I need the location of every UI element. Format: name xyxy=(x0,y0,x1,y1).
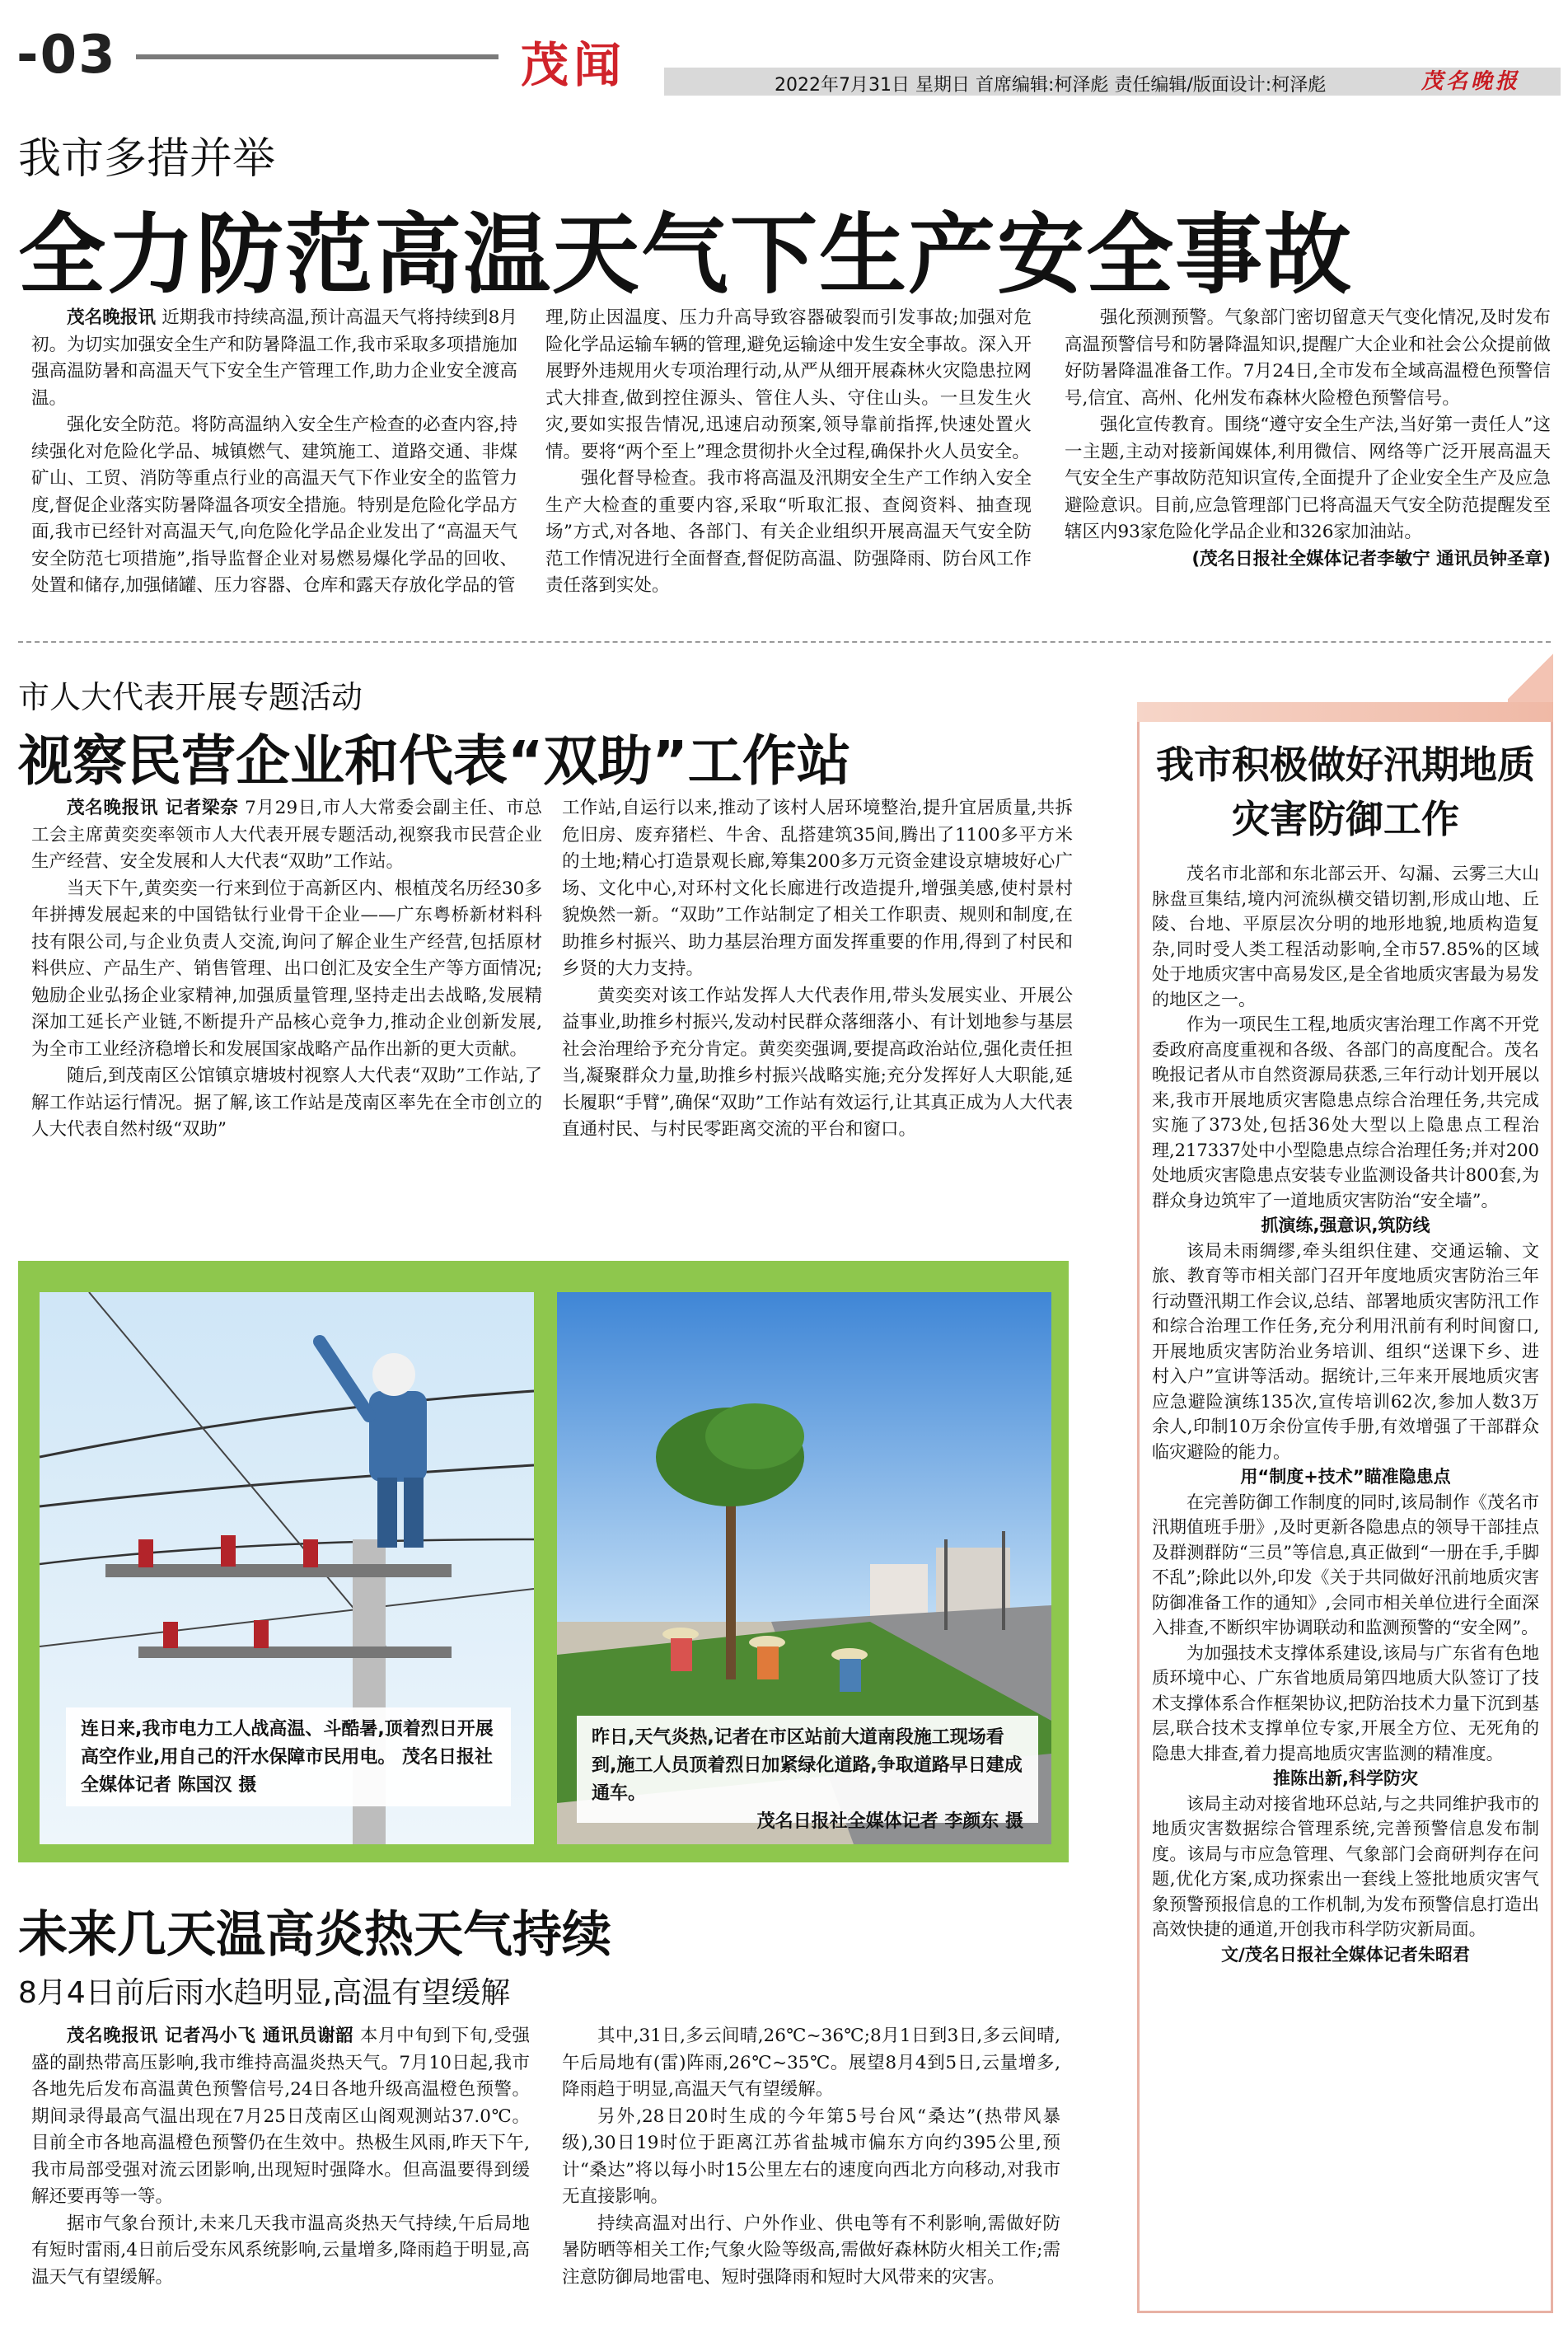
photo-caption-1: 连日来,我市电力工人战高温、斗酷暑,顶着烈日开展高空作业,用自己的汗水保障市民用电。 茂名日报社全媒体记者 陈国汉 摄 xyxy=(66,1707,511,1806)
sidebar-subhead-1: 抓演练,强意识,筑防线 xyxy=(1261,1216,1430,1235)
sidebar-title: 我市积极做好汛期地质灾害防御工作 xyxy=(1156,742,1535,841)
sidebar-paragraph-6: 该局主动对接省地环总站,与之共同维护我市的地质灾害数据综合管理系统,完善预警信息发布制度。该局与市应急管理、气象部门会商研判存在问题,优化方案,成功探索出一套线上签批地质灾害气象预警预报信息的工作机制,为发布预警信息打造出高效快捷的通道,开创我市科学防灾新局面。 xyxy=(1152,1793,1539,1939)
article2-paragraph-3: 随后,到茂南区公馆镇京塘坡村视察人大代表“双助”工作站,了解工作站运行情况。据了解,该工作站是茂南区率先在全市创立的人大代表自然村级“双助” xyxy=(31,1066,542,1140)
article1-kicker: 我市多措并举 xyxy=(18,134,276,184)
article1-lead: 茂名晚报讯 xyxy=(67,307,157,328)
article3-title: 未来几天温高炎热天气持续 xyxy=(18,1906,611,1964)
article1-paragraph-1: 近期我市持续高温,预计高温天气将持续到8月初。为切实加强安全生产和防暑降温工作,我市采取多项措施加强高温防暑和高温天气下安全生产管理工作,助力企业安全渡高温。 xyxy=(31,307,517,409)
sidebar-body xyxy=(1152,861,1539,1967)
article3-lead: 茂名晚报讯 记者冯小飞 通讯员谢韶 xyxy=(67,2026,354,2046)
article3-paragraph-4: 另外,28日20时生成的今年第5号台风“桑达”(热带风暴级),30日19时位于距离江苏省盐城市偏东方向约395公里,预计“桑达”将以每小时15公里左右的速度向西北方向移动,对我市无直接影响。 xyxy=(562,2106,1060,2207)
article1-paragraph-4: 强化督导检查。我市将高温及汛期安全生产工作纳入安全生产大检查的重要内容,采取“听取汇报、查阅资料、抽查现场”方式,对各地、各部门、有关企业组织开展高温天气安全防范工作情况进行全面督查,督促防高温、防强降雨、防台风工作责任落到实处。 xyxy=(545,468,1032,596)
article2-lead: 茂名晚报讯 记者梁奈 xyxy=(67,798,239,818)
article2-column-2 xyxy=(562,795,1073,1144)
photo-caption-2 xyxy=(577,1716,1038,1832)
article1-title: 全力防范高温天气下生产安全事故 xyxy=(18,204,1353,306)
article2-paragraph-5: 黄奕奕对该工作站发挥人大代表作用,带头发展实业、开展公益事业,助推乡村振兴,发动村民群众落细落小、有计划地参与基层社会治理给予充分肯定。黄奕奕强调,要提高政治站位,强化责任担当,凝聚群众力量,助推乡村振兴战略实施;充分发挥好人大职能,延长履职“手臂”,确保“双助”工作站有效运行,让其真正成为人大代表直通村民、与村民零距离交流的平台和窗口。 xyxy=(562,985,1073,1140)
sidebar-paragraph-4: 在完善防御工作制度的同时,该局制作《茂名市汛期值班手册》,及时更新各隐患点的领导干部挂点及群测群防“三员”等信息,真正做到“一册在手,手脚不乱”;除此以外,印发《关于共同做好汛前地质灾害防御准备工作的通知》,会同市相关单位进行全面深入排查,不断织牢协调联动和监测预警的“安全网”。 xyxy=(1152,1492,1539,1637)
article1-column-3 xyxy=(1065,305,1551,573)
photo-caption-2-credit: 茂名日报社全媒体记者 李颜东 摄 xyxy=(756,1811,1023,1832)
article3-column-1 xyxy=(31,2023,530,2291)
sidebar-corner-decoration xyxy=(1508,651,1553,702)
article2-title: 视察民营企业和代表“双助”工作站 xyxy=(18,729,851,793)
article1-column-1 xyxy=(31,305,517,600)
article3-paragraph-5: 持续高温对出行、户外作业、供电等有不利影响,需做好防暑防晒等相关工作;气象火险等级高,需做好森林防火相关工作;需注意防御局地雷电、短时强降雨和短时大风带来的灾害。 xyxy=(562,2213,1060,2288)
article2-kicker: 市人大代表开展专题活动 xyxy=(18,679,363,715)
article3-paragraph-2: 据市气象台预计,未来几天我市温高炎热天气持续,午后局地有短时雷雨,4日前后受东风系统影响,云量增多,降雨趋于明显,高温天气有望缓解。 xyxy=(31,2213,530,2288)
article1-column-2 xyxy=(545,305,1032,600)
article2-paragraph-2: 当天下午,黄奕奕一行来到位于高新区内、根植茂名历经30多年拼搏发展起来的中国锆钛行业骨干企业——广东粤桥新材料科技有限公司,与企业负责人交流,询问了解企业生产经营,包括原材料供应、产品生产、销售管理、出口创汇及安全生产等方面情况;勉励企业弘扬企业家精神,加强质量管理,坚持走出去战略,发展精深加工延长产业链,不断提升产品核心竞争力,推动企业创新发展,为全市工业经济稳增长和发展国家战略产品作出新的更大贡献。 xyxy=(31,878,542,1060)
masthead-logo: 茂名晚报 xyxy=(1421,69,1520,94)
page-number: -03 xyxy=(16,25,117,86)
article3-paragraph-3: 其中,31日,多云间晴,26℃~36℃;8月1日到3日,多云间晴,午后局地有(雷)阵雨,26℃~35℃。展望8月4到5日,云量增多,降雨趋于明显,高温天气有望缓解。 xyxy=(562,2026,1060,2100)
sidebar-subhead-3: 推陈出新,科学防灾 xyxy=(1273,1768,1418,1788)
sidebar-paragraph-1: 茂名市北部和东北部云开、勾漏、云雾三大山脉盘亘集结,境内河流纵横交错切割,形成山地、丘陵、台地、平原层次分明的地形地貌,地质构造复杂,同时受人类工程活动影响,全市57.85%的区域处于地质灾害中高易发区,是全省地质灾害最为易发的地区之一。 xyxy=(1152,864,1539,1009)
sidebar-paragraph-5: 为加强技术支撑体系建设,该局与广东省有色地质环境中心、广东省地质局第四地质大队签订了技术支撑体系合作框架协议,把防治技术力量下沉到基层,联合技术支撑单位专家,开展全方位、无死角的隐患大排查,着力提高地质灾害监测的精准度。 xyxy=(1152,1642,1539,1764)
article1-paragraph-2: 强化安全防范。将防高温纳入安全生产检查的必查内容,持续强化对危险化学品、城镇燃气、建筑施工、道路交通、非煤矿山、工贸、消防等重点行业的高温天气下作业安全的监管力度,督促企业落实防暑降温各项安全措施。特别是危险化学品方面,我市已经针对高温天气,向危险化学品企业发出了“高温天气安全防范七项措施”,指导监督企业对易燃易爆化学品的回收、处置和储存,加强储罐、压力容器、仓库和露天存放化学品的管 xyxy=(31,415,517,596)
article2-paragraph-1: 7月29日,市人大常委会副主任、市总工会主席黄奕奕率领市人大代表开展专题活动,视察我市民营企业生产经营、安全发展和人大代表“双助”工作站。 xyxy=(31,798,542,872)
section-name: 茂闻 xyxy=(521,37,627,93)
section-divider xyxy=(18,641,1551,643)
article1-paragraph-5: 强化预测预警。气象部门密切留意天气变化情况,及时发布高温预警信号和防暑降温知识,提醒广大企业和社会公众提前做好防暑降温准备工作。7月24日,全市发布全域高温橙色预警信号,信宜、高州、化州发布森林火险橙色预警信号。 xyxy=(1065,307,1551,409)
article1-paragraph-3: 理,防止因温度、压力升高导致容器破裂而引发事故;加强对危险化学品运输车辆的管理,避免运输途中发生安全事故。深入开展野外违规用火专项治理行动,从严从细开展森林火灾隐患拉网式大排查,做到控住源头、管住人头、守住山头。一旦发生火灾,要如实报告情况,迅速启动预案,领导靠前指挥,快速处置火情。要将“两个至上”理念贯彻扑火全过程,确保扑火人员安全。 xyxy=(545,307,1032,462)
header-rule-left xyxy=(136,54,498,59)
article1-paragraph-6: 强化宣传教育。围绕“遵守安全生产法,当好第一责任人”这一主题,主动对接新闻媒体,利用微信、网络等广泛开展高温天气安全生产事故防范知识宣传,全面提升了企业安全生产及应急避险意识。目前,应急管理部门已将高温天气安全防范提醒发至辖区内93家危险化学品企业和326家加油站。 xyxy=(1065,415,1551,542)
article1-byline: (茂名日报社全媒体记者李敏宁 通讯员钟圣章) xyxy=(1191,548,1551,569)
header-info: 2022年7月31日 星期日 首席编辑:柯泽彪 责任编辑/版面设计:柯泽彪 xyxy=(775,75,1327,96)
photo-caption-2-text: 昨日,天气炎热,记者在市区站前大道南段施工现场看到,施工人员顶着烈日加紧绿化道路,争取道路早日建成通车。 xyxy=(592,1727,1023,1804)
sidebar-byline: 文/茂名日报社全媒体记者朱昭君 xyxy=(1221,1944,1470,1965)
sidebar-top-bar xyxy=(1137,702,1553,722)
sidebar-subhead-2: 用“制度+技术”瞄准隐患点 xyxy=(1240,1467,1451,1487)
article2-column-1 xyxy=(31,795,542,1144)
sidebar-paragraph-2: 作为一项民生工程,地质灾害治理工作离不开党委政府高度重视和各级、各部门的高度配合。茂名晚报记者从市自然资源局获悉,三年行动计划开展以来,我市开展地质灾害隐患点综合治理任务,共完成实施了373处,包括36处大型以上隐患点工程治理,217337处中小型隐患点综合治理任务;并对200处地质灾害隐患点安装专业监测设备共计800套,为群众身边筑牢了一道地质灾害防治“安全墙”。 xyxy=(1152,1014,1539,1211)
article3-paragraph-1: 本月中旬到下旬,受强盛的副热带高压影响,我市维持高温炎热天气。7月10日起,我市各地先后发布高温黄色预警信号,24日各地升级高温橙色预警。期间录得最高气温出现在7月25日茂南区山阁观测站37.0℃。目前全市各地高温橙色预警仍在生效中。热极生风雨,昨天下午,我市局部受强对流云团影响,出现短时强降水。但高温要得到缓解还要再等一等。 xyxy=(31,2026,530,2207)
article2-paragraph-4: 工作站,自运行以来,推动了该村人居环境整治,提升宜居质量,共拆危旧房、废弃猪栏、牛舍、乱搭建筑35间,腾出了1100多平方米的土地;精心打造景观长廊,筹集200多万元资金建设京塘坡好心广场、文化中心,对环村文化长廊进行改造提升,增强美感,使村景村貌焕然一新。“双助”工作站制定了相关工作职责、规则和制度,在助推乡村振兴、助力基层治理方面发挥重要的作用,得到了村民和乡贤的大力支持。 xyxy=(562,798,1073,979)
article3-subtitle: 8月4日前后雨水趋明显,高温有望缓解 xyxy=(18,1976,511,2010)
article3-column-2 xyxy=(562,2023,1060,2291)
sidebar-paragraph-3: 该局未雨绸缪,牵头组织住建、交通运输、文旅、教育等市相关部门召开年度地质灾害防治三年行动暨汛期工作会议,总结、部署地质灾害防汛工作和综合治理工作任务,充分利用汛前有利时间窗口,开展地质灾害防治业务培训、组织“送课下乡、进村入户”宣讲等活动。据统计,三年来开展地质灾害应急避险演练135次,宣传培训62次,参加人数3万余人,印制10万余份宣传手册,有效增强了干部群众临灾避险的能力。 xyxy=(1152,1240,1539,1462)
